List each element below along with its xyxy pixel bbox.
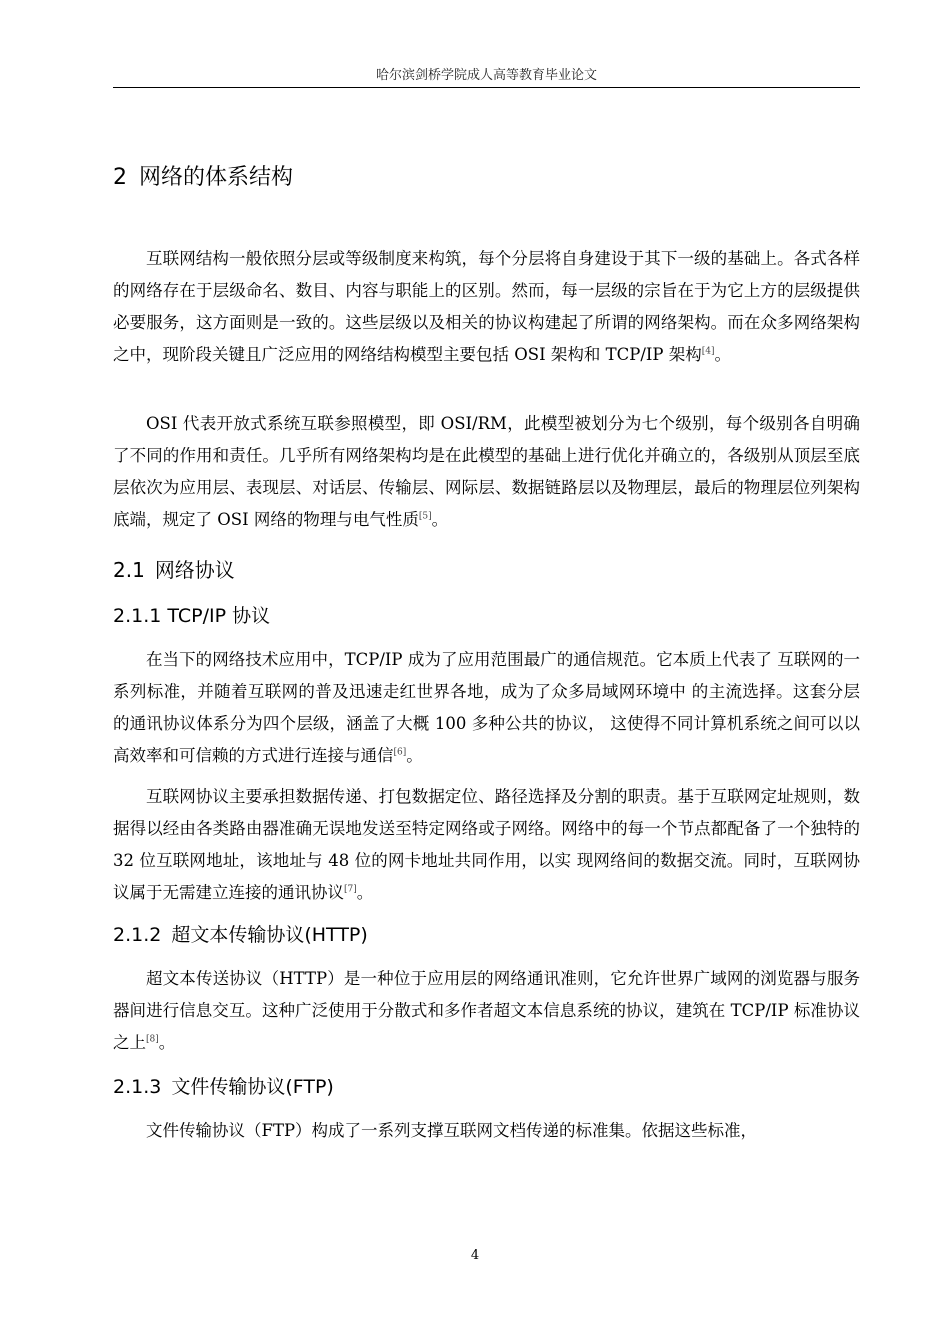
- paragraph-end: 。: [158, 1033, 176, 1052]
- tcpip-paragraph-2: [113, 781, 860, 909]
- paragraph-text: 超文本传送协议（HTTP）是一种位于应用层的网络通讯准则，它允许世界广域网的浏览器与服务器间进行信息交互。这种广泛使用于分散式和多作者超文本信息系统的协议，建筑在 TCP/IP 标准协议之上: [113, 969, 860, 1052]
- section-heading-2-1-2: [113, 920, 368, 947]
- section-title: 网络协议: [154, 558, 235, 582]
- tcpip-paragraph-1: [113, 644, 860, 772]
- intro-paragraph-2: [113, 408, 860, 536]
- section-title: 文件传输协议(FTP): [171, 1076, 334, 1098]
- section-number: 2.1: [113, 558, 145, 582]
- section-title: TCP/IP 协议: [167, 605, 271, 627]
- citation[interactable]: [4]: [701, 346, 715, 357]
- section-heading-2-1: [113, 554, 235, 583]
- paragraph-end: 。: [714, 345, 731, 364]
- section-heading-2-1-1: [113, 601, 270, 628]
- section-number: 2.1.1: [113, 605, 162, 627]
- paragraph-text: 互联网协议主要承担数据传递、打包数据定位、路径选择及分割的职责。基于互联网定址规则，数据得以经由各类路由器准确无误地发送至特定网络或子网络。网络中的每一个节点都配备了一个独特的 32 位互联网地址，该地址与 48 位的网卡地址共同作用，以实 现网络间的数据交流。同时，互联网协议属于无需建立连接的通讯协议: [113, 787, 860, 902]
- section-number: 2.1.2: [113, 924, 162, 946]
- paragraph-end: 。: [356, 883, 374, 902]
- section-number: 2.1.3: [113, 1076, 162, 1098]
- paragraph-text: 互联网结构一般依照分层或等级制度来构筑，每个分层将自身建设于其下一级的基础上。各式各样的网络存在于层级命名、数目、内容与职能上的区别。然而，每一层级的宗旨在于为它上方的层级提供必要服务，这方面则是一致的。这些层级以及相关的协议构建起了所谓的网络架构。而在众多网络架构之中，现阶段关键且广泛应用的网络结构模型主要包括 OSI 架构和 TCP/IP 架构: [113, 249, 860, 364]
- chapter-number: 2: [113, 165, 127, 190]
- ftp-paragraph: [113, 1115, 860, 1147]
- chapter-heading: [113, 160, 293, 191]
- paragraph-end: 。: [431, 510, 449, 529]
- paragraph-text: OSI 代表开放式系统互联参照模型，即 OSI/RM，此模型被划分为七个级别，每个级别各自明确了不同的作用和责任。几乎所有网络架构均是在此模型的基础上进行优化并确立的，各级别从顶层至底层依次为应用层、表现层、对话层、传输层、网际层、数据链路层以及物理层，最后的物理层位列架构底端，规定了 OSI 网络的物理与电气性质: [113, 414, 860, 529]
- section-heading-2-1-3: [113, 1072, 334, 1099]
- citation[interactable]: [7]: [344, 884, 357, 895]
- citation[interactable]: [8]: [146, 1034, 159, 1045]
- http-paragraph: [113, 963, 860, 1059]
- running-header: [113, 64, 860, 88]
- citation[interactable]: [6]: [393, 747, 407, 758]
- paragraph-end: 。: [406, 746, 423, 765]
- page-number: 4: [470, 1248, 480, 1263]
- paragraph-text: 在当下的网络技术应用中，TCP/IP 成为了应用范围最广的通信规范。它本质上代表了 互联网的一系列标准，并随着互联网的普及迅速走红世界各地，成为了众多局域网环境中 的主流选择。这套分层的通讯协议体系分为四个层级，涵盖了大概 100 多种公共的协议， 这使得不同计算机系统之间可以以高效率和可信赖的方式进行连接与通信: [113, 650, 860, 765]
- intro-paragraph-1: [113, 243, 860, 371]
- section-title: 超文本传输协议(HTTP): [171, 924, 368, 946]
- citation[interactable]: [5]: [418, 511, 432, 522]
- paragraph-text: 文件传输协议（FTP）构成了一系列支撑互联网文档传递的标准集。依据这些标准，: [146, 1121, 758, 1140]
- chapter-title: 网络的体系结构: [139, 165, 294, 190]
- header-title: 哈尔滨剑桥学院成人高等教育毕业论文: [375, 68, 597, 83]
